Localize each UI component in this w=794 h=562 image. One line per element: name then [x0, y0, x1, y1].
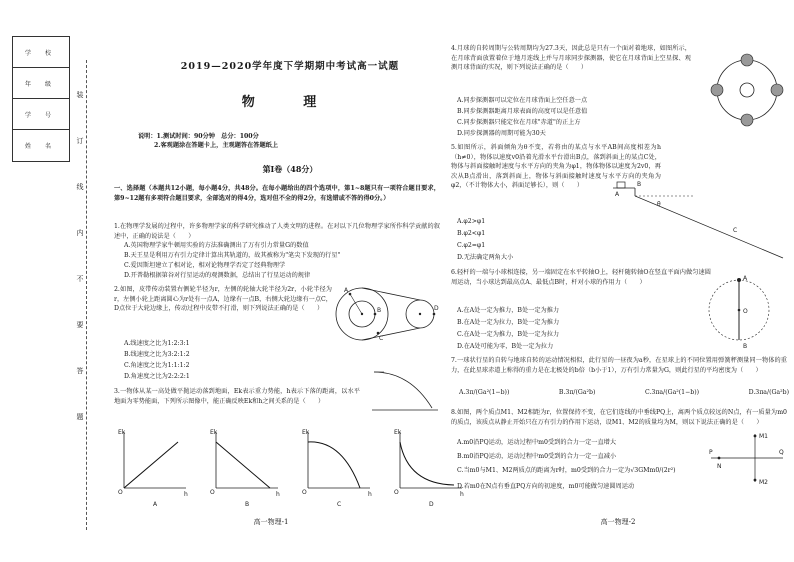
label-d: D: [434, 305, 439, 312]
q7-options: [459, 388, 789, 398]
axis-label-x: h: [460, 491, 464, 498]
page-1: [100, 0, 464, 562]
axle: [419, 313, 421, 315]
label-b: B: [637, 181, 642, 188]
trajectory-curve: [374, 372, 432, 408]
label-b: B: [377, 307, 382, 314]
subject-title: 物 理: [241, 95, 339, 110]
seal-char: 线: [76, 183, 84, 191]
q8-option-d: D.若m0在N点有垂直PQ方向的初速度，m0可能做匀速圆周运动: [457, 483, 635, 490]
name-field: 姓 名: [25, 143, 57, 150]
rod-rotation-figure: [709, 268, 769, 352]
exam-notes: [138, 132, 438, 150]
q7-option-c: C.3πa/(Ga²(1−b)): [644, 389, 700, 396]
school-field: 学 校: [13, 37, 69, 68]
q5-option-d: D.无法确定两角大小: [457, 254, 514, 261]
label-m2: M2: [759, 479, 768, 486]
moon-orbit-figure: [709, 52, 785, 128]
student-info-table: [12, 36, 70, 162]
q2-stem: 2.如图，皮带传动装置右侧轮半径为r，左侧的轮轴大轮半径为2r，小轮半径为r，左侧小轮上距离圆心为r处有一点A，边缘有一点B，右侧大轮边缘有一点C，D点位于大轮边缘上，传动过程中皮带不打滑，则下列说法正确的是（ ）: [114, 286, 332, 312]
ek-h-curve: [124, 442, 178, 488]
graph-option-label: A: [153, 501, 158, 508]
q5-option-b: B.φ2<φ1: [457, 230, 486, 237]
ek-h-curve: [216, 442, 270, 488]
point-a-dot: [349, 293, 352, 296]
axis-label-y: Ek: [118, 429, 126, 436]
q2-option-a: A.线速度之比为1:2:3:1: [124, 340, 190, 347]
axle: [738, 309, 741, 312]
page-footer-2: 高一物理-2: [600, 518, 636, 526]
seal-line-text: [74, 90, 86, 458]
point-b-dot: [374, 313, 377, 316]
label-n: N: [717, 463, 722, 470]
q6-stem: 6.轻杆的一端与小球相连接，另一端固定在水平转轴O上，轻杆随转轴O在竖直平面内做匀速圆周运动，当小球达到最高点A、最低点B时，杆对小球的作用力（ ）: [451, 269, 711, 286]
label-m1: M1: [759, 433, 768, 440]
q2-option-d: D.角速度之比为2:2:2:1: [124, 373, 190, 380]
seal-char: 不: [76, 275, 84, 283]
belt-top: [362, 288, 420, 300]
graph-option-label: C: [337, 501, 342, 508]
origin-label: O: [118, 489, 123, 496]
q7-stem: 7.一球状行星的自转与地球自转的运动情况相似，此行星的一昼夜为a秒，在星球上的不同位置用弹簧秤测量同一物体的重力，在此星球赤道上称得的重力是在北极处的b倍（b小于1），万有引力常量为G，则此行星的平均密度为（ ）: [451, 357, 787, 374]
page-footer-1: 高一物理-1: [253, 518, 289, 526]
earth-icon: [740, 83, 754, 97]
q6-option-c: C.在A处一定为推力，B处一定为拉力: [457, 331, 560, 338]
seal-char: 答: [76, 367, 84, 375]
q5-option-c: C.φ2=φ1: [457, 242, 486, 249]
point-d-dot: [433, 313, 436, 316]
axis-label-y: Ek: [210, 429, 218, 436]
seal-dashed-line: [86, 60, 87, 530]
moon-icon: [741, 114, 753, 126]
exam-title: 2019—2020学年度下学期期中考试高一试题: [180, 61, 400, 72]
q1-option-b: B.天王星是利用万有引力定律计算出其轨道的，故其被称为"笔尖下发现的行星": [124, 252, 341, 259]
axis-label-x: h: [184, 491, 188, 498]
moon-icon: [711, 84, 723, 96]
seal-char: 内: [76, 229, 84, 237]
label-c: C: [733, 227, 738, 234]
label-o: O: [743, 308, 748, 315]
ek-h-curve: [308, 442, 360, 488]
axis-label-y: Ek: [394, 429, 402, 436]
q6-option-b: B.在A处一定为拉力，B处一定为推力: [457, 319, 560, 326]
q4-option-a: A.同步探测器可以定位在月球背面上空任意一点: [457, 97, 588, 104]
radius-line: [350, 294, 362, 314]
q8-option-c: C.当m0与M1、M2两质点的距离为r时，m0受到的合力一定为√3GMm0/(2r²): [457, 467, 676, 474]
q6-option-d: D.在A处可能为零，B处一定为拉力: [457, 343, 554, 350]
label-p: P: [709, 449, 713, 456]
origin-label: O: [210, 489, 215, 496]
q5-option-a: A.φ2>φ1: [457, 218, 486, 225]
q8-stem: 8.如图，两个质点M1、M2相距为r，位置保持不变，在它们连线的中垂线PQ上，离两个质点较远的N点，有一质量为m0的质点，该质点从静止开始只在万有引力的作用下运动，设M1、M2的质量均为M，则以下说法正确的是（ ）: [451, 409, 787, 426]
note-line: 说明：1.测试时间：90分钟 总分：100分: [138, 133, 259, 140]
ek-h-curve: [400, 442, 454, 485]
label-q: Q: [779, 449, 784, 456]
pulley-figure: [334, 282, 442, 344]
q4-option-b: B.同步探测器距离月球表面的高度可以是任意值: [457, 108, 588, 115]
mass-dot: [754, 435, 757, 438]
q7-option-d: D.3πa/(Ga²b): [748, 389, 789, 396]
q8-option-b: B.m0沿PQ运动，运动过程中m0受到的合力一定一直减小: [457, 453, 617, 460]
moon-icon: [771, 84, 783, 96]
origin-label: O: [394, 489, 399, 496]
q7-option-b: B.3π/(Ga²b): [558, 389, 596, 396]
graph-option-label: B: [245, 501, 250, 508]
q4-stem: 4.月球的自转周期与公转周期均为27.3天，因此总是只有一个面对着地球，如图所示，在月球背面放置着位于地月连线上并与月球同步探测器，使它在月球背面上空星探、观测月球背面的实况，则下列说法正确的是（ ）: [451, 45, 691, 71]
q2-option-c: C.角速度之比为1:1:1:2: [124, 362, 190, 369]
label-a: A: [743, 275, 748, 282]
point-c-dot: [377, 332, 380, 335]
trajectory-figure: [370, 368, 440, 414]
grade-field: 年 级: [13, 68, 69, 99]
incline-figure: [613, 176, 787, 262]
axis-label-x: h: [368, 491, 372, 498]
label-c: C: [379, 335, 384, 342]
volume-title: 第Ⅰ卷（48分）: [262, 164, 318, 174]
q5-stem: 5.如图所示，斜面倾角为θ不变，若将由的某点与水平AB间高度相差为h（h≠0），物体以速度v0沿着光滑水平台滑出B点，落到斜面上的某点C处，物体与斜面接触时速度与水平方向的夹角为φ1，物体物体以速度为2v0，再次从B点滑出，落到斜面上，物体与斜面接触时速度与水平方向的夹角为φ2，（不计物体大小，斜面足够长），则（ ）: [451, 144, 661, 189]
particle-dot: [718, 457, 721, 460]
section-intro: 一、选择题（本题共12小题，每小题4分，共48分。在每小题给出的四个选项中，第1~8题只有一项符合题目要求，第9~12题有多项符合题目要求，全部选对的得4分，选对但不全的得2分，有选错或不答的得0分。）: [114, 185, 440, 202]
q8-option-a: A.m0沿PQ运动，运动过程中m0受到的合力一定一直增大: [457, 439, 617, 446]
q6-option-a: A.在A处一定为推力，B处一定为推力: [457, 307, 560, 314]
mass-dot: [754, 479, 757, 482]
page-2: [447, 0, 789, 562]
seal-char: 要: [76, 321, 84, 329]
axis-label-x: h: [276, 491, 280, 498]
ball-icon: [737, 278, 741, 282]
q1-option-c: C.爱因斯坦建立了相对论，相对论物理学否定了经典物理学: [124, 262, 286, 269]
seal-char: 装: [76, 91, 84, 99]
label-b: B: [743, 343, 748, 350]
note-line: 2.客观题涂在答题卡上，主观题答在答题纸上: [154, 142, 279, 149]
q2-option-b: B.线速度之比为3:2:1:2: [124, 351, 190, 358]
seal-char: 题: [76, 413, 84, 421]
q3-graphs: [114, 422, 464, 512]
belt-bottom: [362, 328, 420, 340]
origin-label: O: [302, 489, 307, 496]
q7-option-a: A.3π/(Ga²(1−b)): [459, 389, 510, 396]
block-icon: [617, 182, 625, 188]
moon-icon: [741, 54, 753, 66]
q3-stem: 3.一物体从某一高处做平抛运动落到地面，Ek表示重力势能，h表示下落的距离，以水平地面为零势能面，下列所示图像中，能正确反映Ek和h之间关系的是（ ）: [114, 388, 360, 405]
label-a: A: [344, 287, 349, 294]
q4-option-d: D.同步探测器的周期可能为30天: [457, 130, 546, 137]
axis-label-y: Ek: [302, 429, 310, 436]
q1-option-d: D.开普勒根据第谷对行星运动的观测数据，总结出了行星运动的规律: [124, 272, 311, 279]
axle: [361, 313, 363, 315]
label-theta: θ: [657, 201, 661, 208]
graph-option-label: D: [429, 501, 434, 508]
q1-stem: 1.在物理学发展的过程中，许多物理学家的科学研究推动了人类文明的进程。在对以下几位物理学家所作科学贡献的叙述中，正确的说法是（ ）: [114, 223, 440, 240]
seal-char: 订: [76, 137, 84, 145]
q4-option-c: C.同步探测器只能定位在月球"赤道"的正上方: [457, 119, 581, 126]
q1-option-a: A.英国物理学家牛顿用实验的方法准确测出了万有引力常量G的数值: [124, 242, 309, 249]
binding-strip: [0, 0, 100, 562]
mass-figure: [709, 428, 785, 488]
student-id-field: 学 号: [13, 99, 69, 130]
label-a: A: [615, 191, 620, 198]
